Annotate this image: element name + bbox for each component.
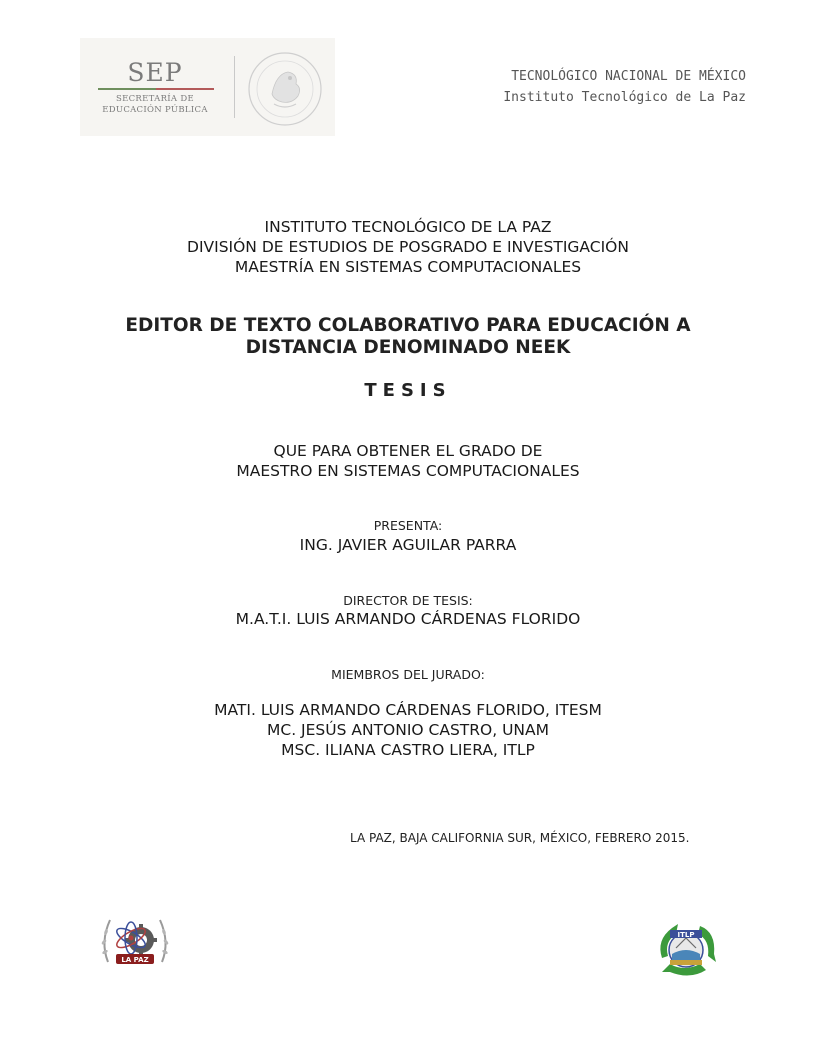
degree-line2: MAESTRO EN SISTEMAS COMPUTACIONALES: [236, 462, 580, 480]
jury-label: MIEMBROS DEL JURADO:: [331, 667, 485, 682]
document-type: TESIS: [364, 380, 452, 401]
sep-logo-block: [80, 38, 335, 136]
sep-logo-green-line: [98, 88, 156, 90]
institution-line-local: Instituto Tecnológico de La Paz: [503, 90, 746, 105]
presenter-name: ING. JAVIER AGUILAR PARRA: [299, 536, 517, 554]
right-logo-banner-text: ITLP: [677, 931, 695, 939]
itlp-recycle-emblem-icon: [650, 918, 722, 982]
institute-line1: INSTITUTO TECNOLÓGICO DE LA PAZ: [264, 218, 552, 236]
institution-line-national: TECNOLÓGICO NACIONAL DE MÉXICO: [511, 69, 746, 84]
mexico-coat-of-arms-icon: [246, 50, 324, 128]
thesis-title: [0, 315, 816, 359]
director-label: DIRECTOR DE TESIS:: [343, 593, 473, 608]
institute-block: [0, 217, 816, 277]
sep-subtitle-line2: EDUCACIÓN PÚBLICA: [102, 105, 208, 115]
jury-members: [0, 700, 816, 760]
institution-header: [503, 66, 746, 108]
sep-logo-red-line: [156, 88, 214, 90]
itlp-atom-gear-emblem-icon: [98, 908, 172, 972]
jury-member: MATI. LUIS ARMANDO CÁRDENAS FLORIDO, ITESM: [214, 701, 602, 719]
sep-logo-word: SEP: [127, 58, 183, 87]
presenter-label: PRESENTA:: [373, 518, 443, 533]
sep-logo-subtitle: [80, 94, 230, 116]
sep-subtitle-line1: SECRETARÍA DE: [116, 94, 194, 104]
sep-logo-divider: [234, 56, 235, 118]
degree-line1: QUE PARA OBTENER EL GRADO DE: [273, 442, 543, 460]
degree-block: [0, 441, 816, 481]
institute-line2: DIVISIÓN DE ESTUDIOS DE POSGRADO E INVESTIGACIÓN: [187, 238, 629, 256]
jury-member: MSC. ILIANA CASTRO LIERA, ITLP: [281, 741, 535, 759]
institute-line3: MAESTRÍA EN SISTEMAS COMPUTACIONALES: [234, 258, 582, 276]
left-logo-ribbon-text: LA PAZ: [121, 956, 149, 964]
director-name: M.A.T.I. LUIS ARMANDO CÁRDENAS FLORIDO: [235, 610, 581, 628]
place-date: LA PAZ, BAJA CALIFORNIA SUR, MÉXICO, FEBRERO 2015.: [350, 831, 690, 845]
thesis-title-line2: DISTANCIA DENOMINADO NEEK: [245, 337, 571, 358]
thesis-title-line1: EDITOR DE TEXTO COLABORATIVO PARA EDUCACIÓN A: [125, 315, 691, 336]
jury-member: MC. JESÚS ANTONIO CASTRO, UNAM: [267, 721, 549, 739]
